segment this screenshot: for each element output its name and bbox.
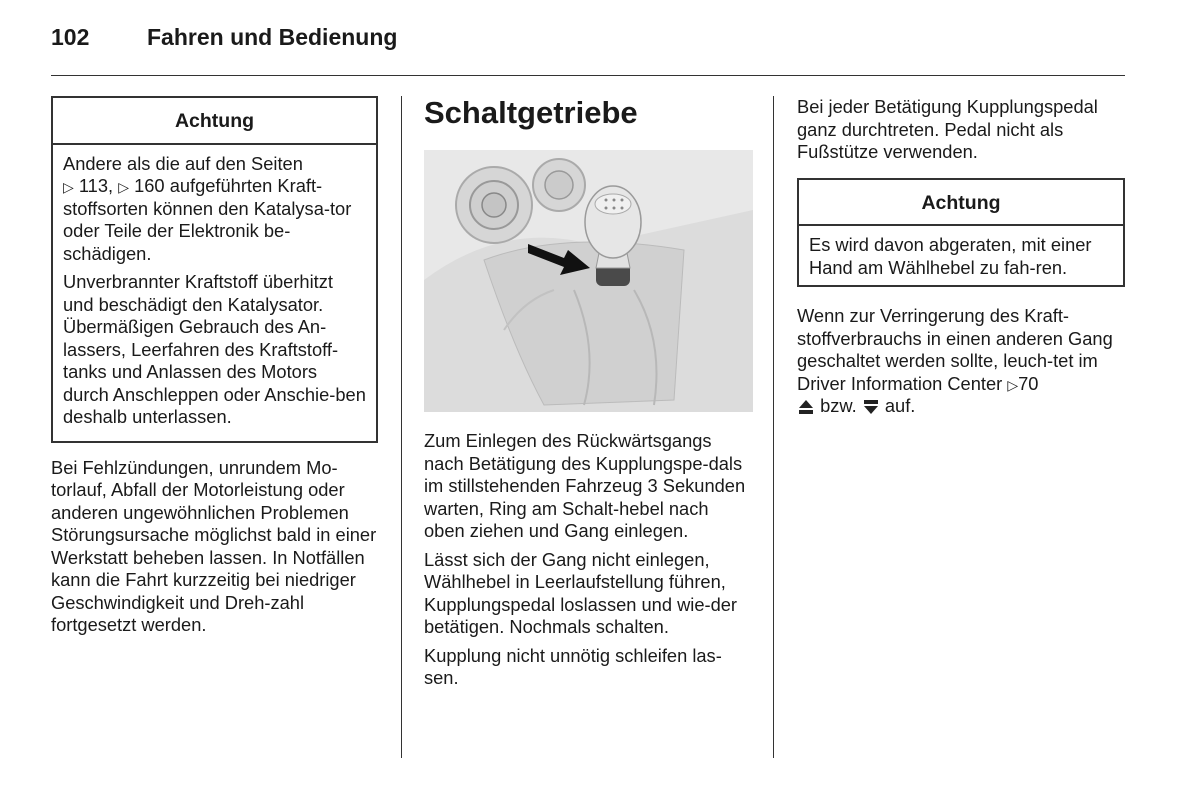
- warning-paragraph-2: Unverbrannter Kraftstoff überhitzt und beschädigt den Katalysator. Übermäßigen Gebrauch des An-lassers, Leerfahren des Kraftstoff-tanks und Anlassen des Motors durch Anschleppen oder Anschie-ben deshalb unterlassen.: [63, 271, 366, 427]
- warning-body: [53, 145, 376, 441]
- page-ref-link[interactable]: 70: [1018, 372, 1039, 394]
- paragraph: Zum Einlegen des Rückwärtsgangs nach Betätigung des Kupplungspe-dals im stillstehenden Fahrzeug 3 Sekunden warten, Ring am Schalt-hebel nach oben ziehen und Gang einlegen.: [424, 430, 746, 541]
- page-ref-link[interactable]: 160: [134, 175, 165, 196]
- warning-paragraph-1: Andere als die auf den Seiten ▷ 113, ▷ 160 aufgeführten Kraft- stoffsorten können den Katalysa-tor oder Teile der Elektronik be-schädigen.: [63, 152, 352, 264]
- header-rule: [51, 75, 1125, 76]
- chapter-title: Fahren und Bedienung: [147, 24, 398, 50]
- gear-shift-illustration: [424, 150, 753, 412]
- middle-column: [424, 96, 754, 696]
- column-divider-2: [773, 96, 774, 758]
- warning-box-left: [51, 96, 378, 443]
- warning-body: Es wird davon abgeraten, mit einer Hand am Wählhebel zu fah-ren.: [809, 234, 1092, 278]
- paragraph: Kupplung nicht unnötig schleifen las-sen.: [424, 644, 722, 688]
- page-ref-icon: ▷: [63, 179, 74, 195]
- page-ref-icon: ▷: [1007, 376, 1019, 393]
- shift-up-icon: [797, 398, 815, 416]
- left-column: [51, 96, 378, 643]
- paragraph: Bei Fehlzündungen, unrundem Mo-torlauf, Abfall der Motorleistung oder anderen ungewöhnlichen Problemen Störungsursache möglichst bald in einer Werkstatt beheben lassen. In Notfällen kann die Fahrt kurzzeitig bei niedriger Geschwindigkeit und Dreh-zahl fortgesetzt werden.: [51, 456, 377, 635]
- gear-lever-drawing: [424, 150, 753, 412]
- shift-down-icon: [862, 398, 880, 416]
- page-header: [51, 24, 397, 51]
- warning-box-right: [797, 178, 1125, 288]
- warning-title: Achtung: [799, 180, 1123, 227]
- paragraph: Wenn zur Verringerung des Kraft-stoffverbrauchs in einen anderen Gang geschaltet werden sollte, leuch-tet im Driver Information Center ▷70 bzw. auf.: [797, 305, 1113, 416]
- column-divider-1: [401, 96, 402, 758]
- right-column: [797, 96, 1125, 424]
- warning-title: Achtung: [53, 98, 376, 145]
- section-heading: Schaltgetriebe: [424, 95, 638, 130]
- page-number: 102: [51, 24, 90, 50]
- paragraph: Bei jeder Betätigung Kupplungspedal ganz durchtreten. Pedal nicht als Fußstütze verwenden.: [797, 96, 1098, 162]
- page-ref-link[interactable]: 113,: [78, 175, 114, 196]
- paragraph: Lässt sich der Gang nicht einlegen, Wählhebel in Leerlaufstellung führen, Kupplungspedal loslassen und wie-der betätigen. Nochmals schalten.: [424, 548, 738, 637]
- page-ref-icon: ▷: [118, 179, 129, 195]
